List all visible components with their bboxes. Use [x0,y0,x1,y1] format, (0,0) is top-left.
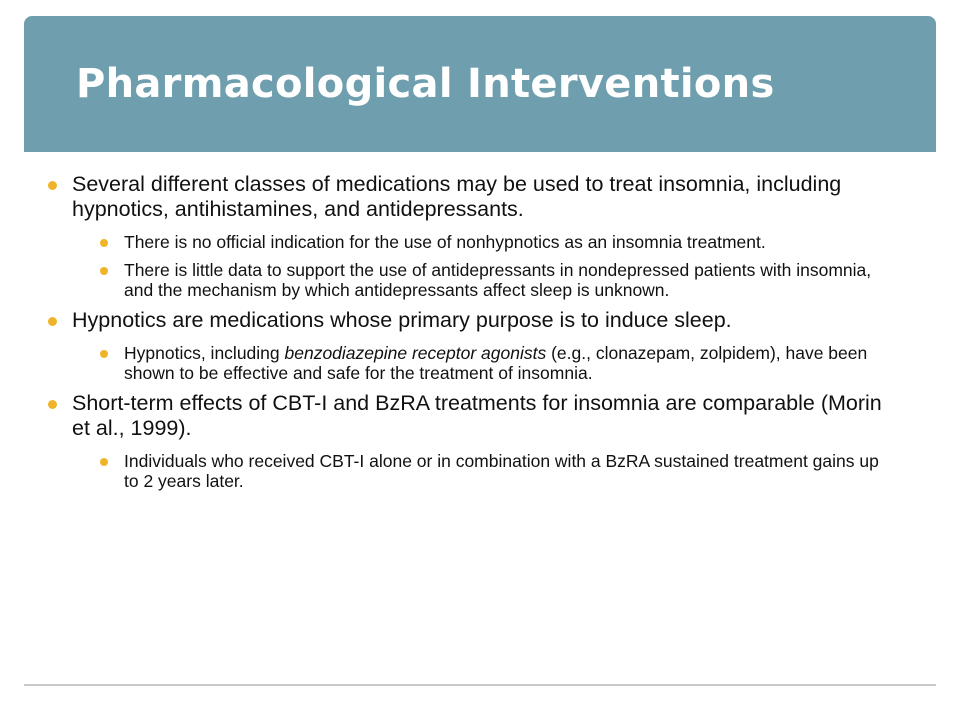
sub-bullet-item [100,260,898,300]
sub-bullet-text-italic: benzodiazepine receptor agonists [284,343,547,363]
sub-bullet-text: There is no official indication for the use of nonhypnotics as an insomnia treatment. [124,232,766,252]
sub-bullet-list [72,451,898,491]
sub-bullet-item [100,343,898,383]
footer-divider [24,684,936,686]
slide-content [48,172,898,499]
sub-bullet-list [72,232,898,300]
bullet-dot-icon [100,350,108,358]
bullet-text: Hypnotics are medications whose primary purpose is to induce sleep. [72,308,732,332]
sub-bullet-item [100,451,898,491]
bullet-item [48,391,898,491]
title-bar [24,16,936,152]
sub-bullet-item [100,232,898,252]
bullet-dot-icon [48,317,57,326]
sub-bullet-list [72,343,898,383]
sub-bullet-text-after: (e.g., clonazepam, zolpidem), have been shown to be effective and safe for the treatment of insomnia. [124,343,868,383]
bullet-dot-icon [48,400,57,409]
slide-title: Pharmacological Interventions [76,61,775,107]
sub-bullet-text: There is little data to support the use of antidepressants in nondepressed patients with insomnia, and the mechanism by which antidepressants affect sleep is unknown. [124,260,872,300]
bullet-text: Several different classes of medications may be used to treat insomnia, including hypnotics, antihistamines, and antidepressants. [72,172,842,221]
bullet-text: Short-term effects of CBT-I and BzRA treatments for insomnia are comparable (Morin et al., 1999). [72,391,882,440]
bullet-dot-icon [100,267,108,275]
bullet-item [48,172,898,300]
bullet-dot-icon [48,181,57,190]
sub-bullet-text: Individuals who received CBT-I alone or in combination with a BzRA sustained treatment gains up to 2 years later. [124,451,879,491]
bullet-dot-icon [100,458,108,466]
sub-bullet-text-before: Hypnotics, including [124,343,285,363]
bullet-item [48,308,898,383]
bullet-list [48,172,898,491]
bullet-dot-icon [100,239,108,247]
